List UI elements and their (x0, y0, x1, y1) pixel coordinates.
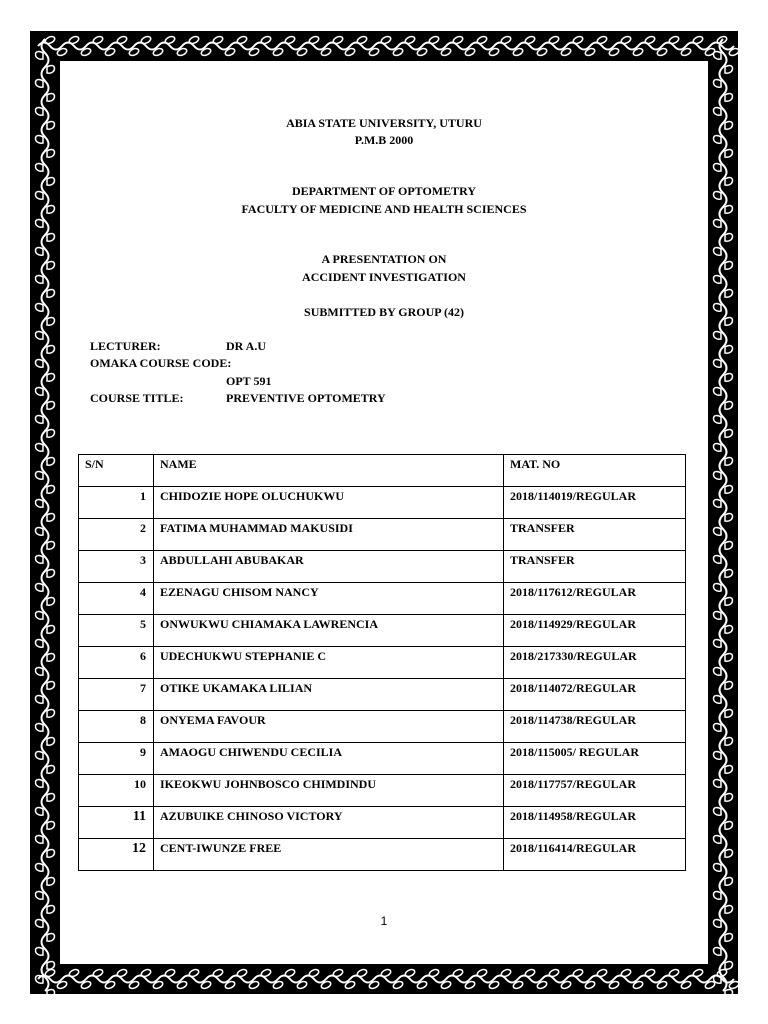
course-title-label: COURSE TITLE: (90, 391, 184, 405)
department-name: DEPARTMENT OF OPTOMETRY (291, 184, 477, 198)
table-row (79, 615, 686, 647)
row-name: CHIDOZIE HOPE OLUCHUKWU (154, 487, 504, 519)
row-name: OTIKE UKAMAKA LILIAN (154, 679, 504, 711)
table-row (79, 775, 686, 807)
row-sn: 2 (79, 519, 154, 551)
presentation-line-1: A PRESENTATION ON (321, 252, 447, 266)
presentation-topic: ACCIDENT INVESTIGATION (302, 270, 466, 284)
course-code-value: OPT 591 (226, 374, 272, 388)
university-name: ABIA STATE UNIVERSITY, UTURU (286, 116, 482, 130)
table-row (79, 519, 686, 551)
submitted-by: SUBMITTED BY GROUP (42) (304, 305, 464, 319)
table-header-row (79, 455, 686, 487)
course-code-label: OMAKA COURSE CODE: (90, 356, 232, 370)
row-name: ABDULLAHI ABUBAKAR (154, 551, 504, 583)
table-row (79, 583, 686, 615)
row-mat-no: 2018/117757/REGULAR (504, 775, 686, 807)
row-mat-no: 2018/114738/REGULAR (504, 711, 686, 743)
page-number: 1 (380, 914, 388, 928)
table-row (79, 647, 686, 679)
header-name: NAME (154, 455, 504, 487)
row-sn: 7 (79, 679, 154, 711)
row-sn: 6 (79, 647, 154, 679)
row-name: ONYEMA FAVOUR (154, 711, 504, 743)
row-mat-no: 2018/115005/ REGULAR (504, 743, 686, 775)
row-name: AMAOGU CHIWENDU CECILIA (154, 743, 504, 775)
table-row (79, 839, 686, 871)
row-name: ONWUKWU CHIAMAKA LAWRENCIA (154, 615, 504, 647)
row-mat-no: 2018/114929/REGULAR (504, 615, 686, 647)
row-name: IKEOKWU JOHNBOSCO CHIMDINDU (154, 775, 504, 807)
table-row (79, 711, 686, 743)
course-title-value: PREVENTIVE OPTOMETRY (226, 391, 386, 405)
header-mat-no: MAT. NO (504, 455, 686, 487)
table-row (79, 743, 686, 775)
row-sn: 11 (79, 807, 154, 839)
row-sn: 5 (79, 615, 154, 647)
row-sn: 10 (79, 775, 154, 807)
row-name: UDECHUKWU STEPHANIE C (154, 647, 504, 679)
row-mat-no: 2018/117612/REGULAR (504, 583, 686, 615)
row-sn: 1 (79, 487, 154, 519)
group-members-table (78, 454, 686, 871)
row-sn: 8 (79, 711, 154, 743)
row-name: FATIMA MUHAMMAD MAKUSIDI (154, 519, 504, 551)
row-mat-no: 2018/217330/REGULAR (504, 647, 686, 679)
row-sn: 3 (79, 551, 154, 583)
row-name: EZENAGU CHISOM NANCY (154, 583, 504, 615)
pmb-address: P.M.B 2000 (354, 133, 414, 147)
table-row (79, 551, 686, 583)
lecturer-value: DR A.U (226, 339, 267, 353)
row-sn: 4 (79, 583, 154, 615)
table-row (79, 679, 686, 711)
table-row (79, 487, 686, 519)
lecturer-label: LECTURER: (90, 339, 161, 353)
faculty-name: FACULTY OF MEDICINE AND HEALTH SCIENCES (241, 202, 527, 216)
row-mat-no: 2018/114072/REGULAR (504, 679, 686, 711)
row-mat-no: TRANSFER (504, 519, 686, 551)
table-row (79, 807, 686, 839)
row-name: CENT-IWUNZE FREE (154, 839, 504, 871)
header-sn: S/N (79, 455, 154, 487)
row-sn: 9 (79, 743, 154, 775)
row-name: AZUBUIKE CHINOSO VICTORY (154, 807, 504, 839)
row-mat-no: 2018/114958/REGULAR (504, 807, 686, 839)
row-mat-no: 2018/114019/REGULAR (504, 487, 686, 519)
row-sn: 12 (79, 839, 154, 871)
row-mat-no: 2018/116414/REGULAR (504, 839, 686, 871)
row-mat-no: TRANSFER (504, 551, 686, 583)
